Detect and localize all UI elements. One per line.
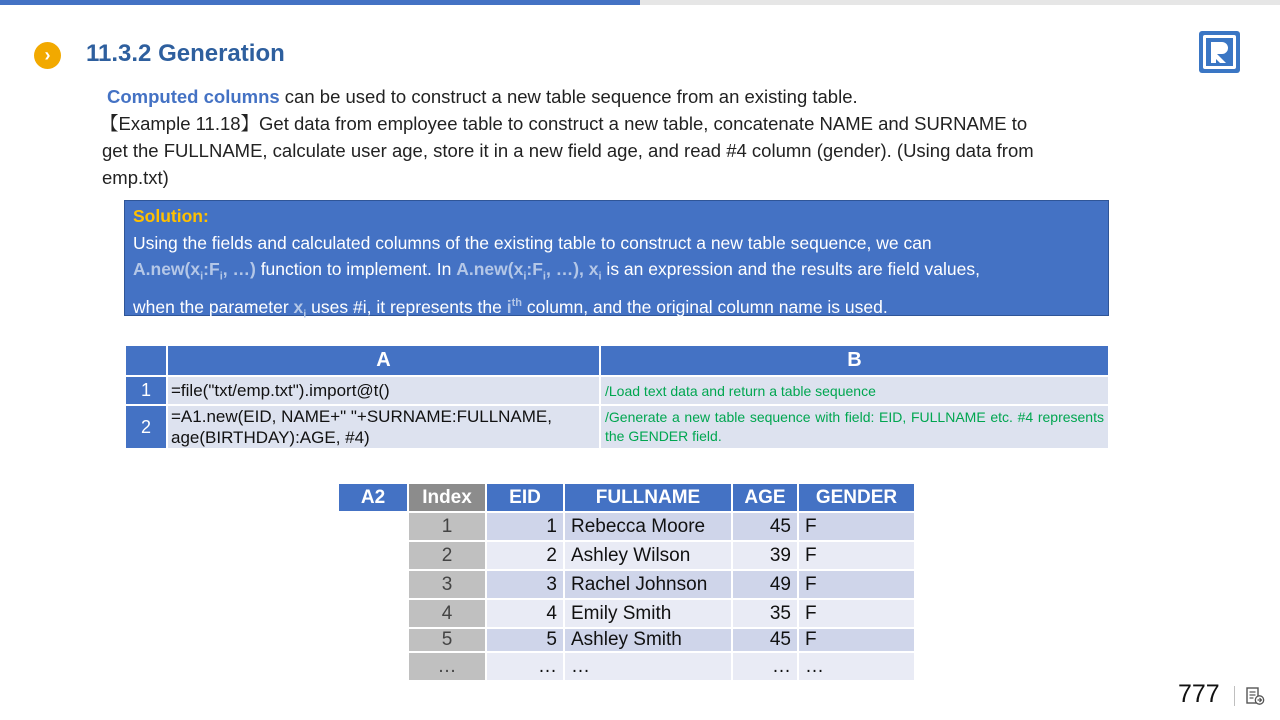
cell-gender: F bbox=[798, 570, 915, 599]
grid-corner bbox=[125, 345, 167, 376]
cell-age: 45 bbox=[732, 512, 798, 541]
cell-age: … bbox=[732, 652, 798, 681]
intro-line-1-text: can be used to construct a new table sequence from an existing table. bbox=[279, 86, 858, 107]
result-cell-ref: A2 bbox=[338, 483, 408, 512]
cell-eid: 4 bbox=[486, 599, 564, 628]
intro-line-3: get the FULLNAME, calculate user age, store it in a new field age, and read #4 column (gender). (Using data from bbox=[102, 140, 1034, 161]
chevron-right-icon: › bbox=[34, 42, 61, 69]
solution-line-1: Using the fields and calculated columns of the existing table to construct a new table sequence, we can bbox=[133, 232, 932, 253]
brand-logo-icon bbox=[1199, 31, 1240, 73]
grid-col-a-header[interactable]: A bbox=[167, 345, 600, 376]
intro-line-2: 【Example 11.18】Get data from employee table to construct a new table, concatenate NAME and SURNAME to bbox=[100, 113, 1028, 134]
table-row bbox=[338, 652, 915, 681]
code-grid bbox=[124, 344, 1110, 450]
page-number: 777 bbox=[1178, 680, 1220, 708]
table-row bbox=[338, 512, 915, 541]
intro-line-4: emp.txt) bbox=[102, 167, 169, 188]
row-index: 1 bbox=[408, 512, 486, 541]
footer-divider bbox=[1234, 686, 1235, 706]
result-header-age: AGE bbox=[732, 483, 798, 512]
intro-line-1 bbox=[107, 83, 858, 110]
section-title: 11.3.2 Generation bbox=[86, 40, 285, 67]
cell-gender: … bbox=[798, 652, 915, 681]
top-progress-track bbox=[640, 0, 1280, 5]
row-index: 2 bbox=[408, 541, 486, 570]
cell-fullname: Emily Smith bbox=[564, 599, 732, 628]
grid-cell-a1[interactable]: =file("txt/emp.txt").import@t() bbox=[167, 376, 600, 405]
cell-eid: 3 bbox=[486, 570, 564, 599]
cell-fullname: Rachel Johnson bbox=[564, 570, 732, 599]
cell-age: 49 bbox=[732, 570, 798, 599]
grid-cell-a2-line-1: =A1.new(EID, NAME+" "+SURNAME:FULLNAME, bbox=[171, 407, 552, 426]
cell-gender: F bbox=[798, 628, 915, 652]
solution-title: Solution: bbox=[133, 206, 209, 226]
grid-col-b-header[interactable]: B bbox=[600, 345, 1109, 376]
cell-eid: 1 bbox=[486, 512, 564, 541]
grid-cell-b2[interactable]: /Generate a new table sequence with field: EID, FULLNAME etc. #4 represents the GENDER field. bbox=[600, 405, 1109, 449]
row-index: 4 bbox=[408, 599, 486, 628]
intro-highlight: Computed columns bbox=[107, 86, 280, 107]
cell-gender: F bbox=[798, 512, 915, 541]
cell-eid: … bbox=[486, 652, 564, 681]
exit-slideshow-icon[interactable] bbox=[1245, 686, 1265, 706]
cell-age: 45 bbox=[732, 628, 798, 652]
table-row bbox=[338, 628, 915, 652]
table-row bbox=[338, 599, 915, 628]
cell-fullname: Ashley Smith bbox=[564, 628, 732, 652]
result-header-gender: GENDER bbox=[798, 483, 915, 512]
row-index: 5 bbox=[408, 628, 486, 652]
result-header-eid: EID bbox=[486, 483, 564, 512]
cell-fullname: Ashley Wilson bbox=[564, 541, 732, 570]
cell-gender: F bbox=[798, 541, 915, 570]
cell-eid: 5 bbox=[486, 628, 564, 652]
result-header-fullname: FULLNAME bbox=[564, 483, 732, 512]
grid-row-2-header[interactable]: 2 bbox=[125, 405, 167, 449]
result-header-index: Index bbox=[408, 483, 486, 512]
grid-cell-b1[interactable]: /Load text data and return a table sequence bbox=[600, 376, 1109, 405]
grid-cell-a2[interactable] bbox=[167, 405, 600, 449]
cell-gender: F bbox=[798, 599, 915, 628]
result-table bbox=[337, 482, 916, 682]
row-index: … bbox=[408, 652, 486, 681]
grid-row-1-header[interactable]: 1 bbox=[125, 376, 167, 405]
table-row bbox=[338, 541, 915, 570]
grid-cell-a2-line-2: age(BIRTHDAY):AGE, #4) bbox=[171, 428, 370, 447]
solution-line-2: $A.new(x_i:F_i$, …) function to implement. In $A.new(x_i:F_i$, …), $x_i$ is an expression and the results are field values, bbox=[133, 259, 980, 283]
cell-fullname: … bbox=[564, 652, 732, 681]
row-index: 3 bbox=[408, 570, 486, 599]
cell-age: 39 bbox=[732, 541, 798, 570]
solution-box bbox=[124, 200, 1109, 321]
cell-eid: 2 bbox=[486, 541, 564, 570]
cell-age: 35 bbox=[732, 599, 798, 628]
solution-line-3: when the parameter $x_i$ uses #i, it represents the $i^{th}$ column, and the original column name is used. bbox=[133, 296, 888, 321]
cell-fullname: Rebecca Moore bbox=[564, 512, 732, 541]
table-row bbox=[338, 570, 915, 599]
top-progress-bar bbox=[0, 0, 640, 5]
